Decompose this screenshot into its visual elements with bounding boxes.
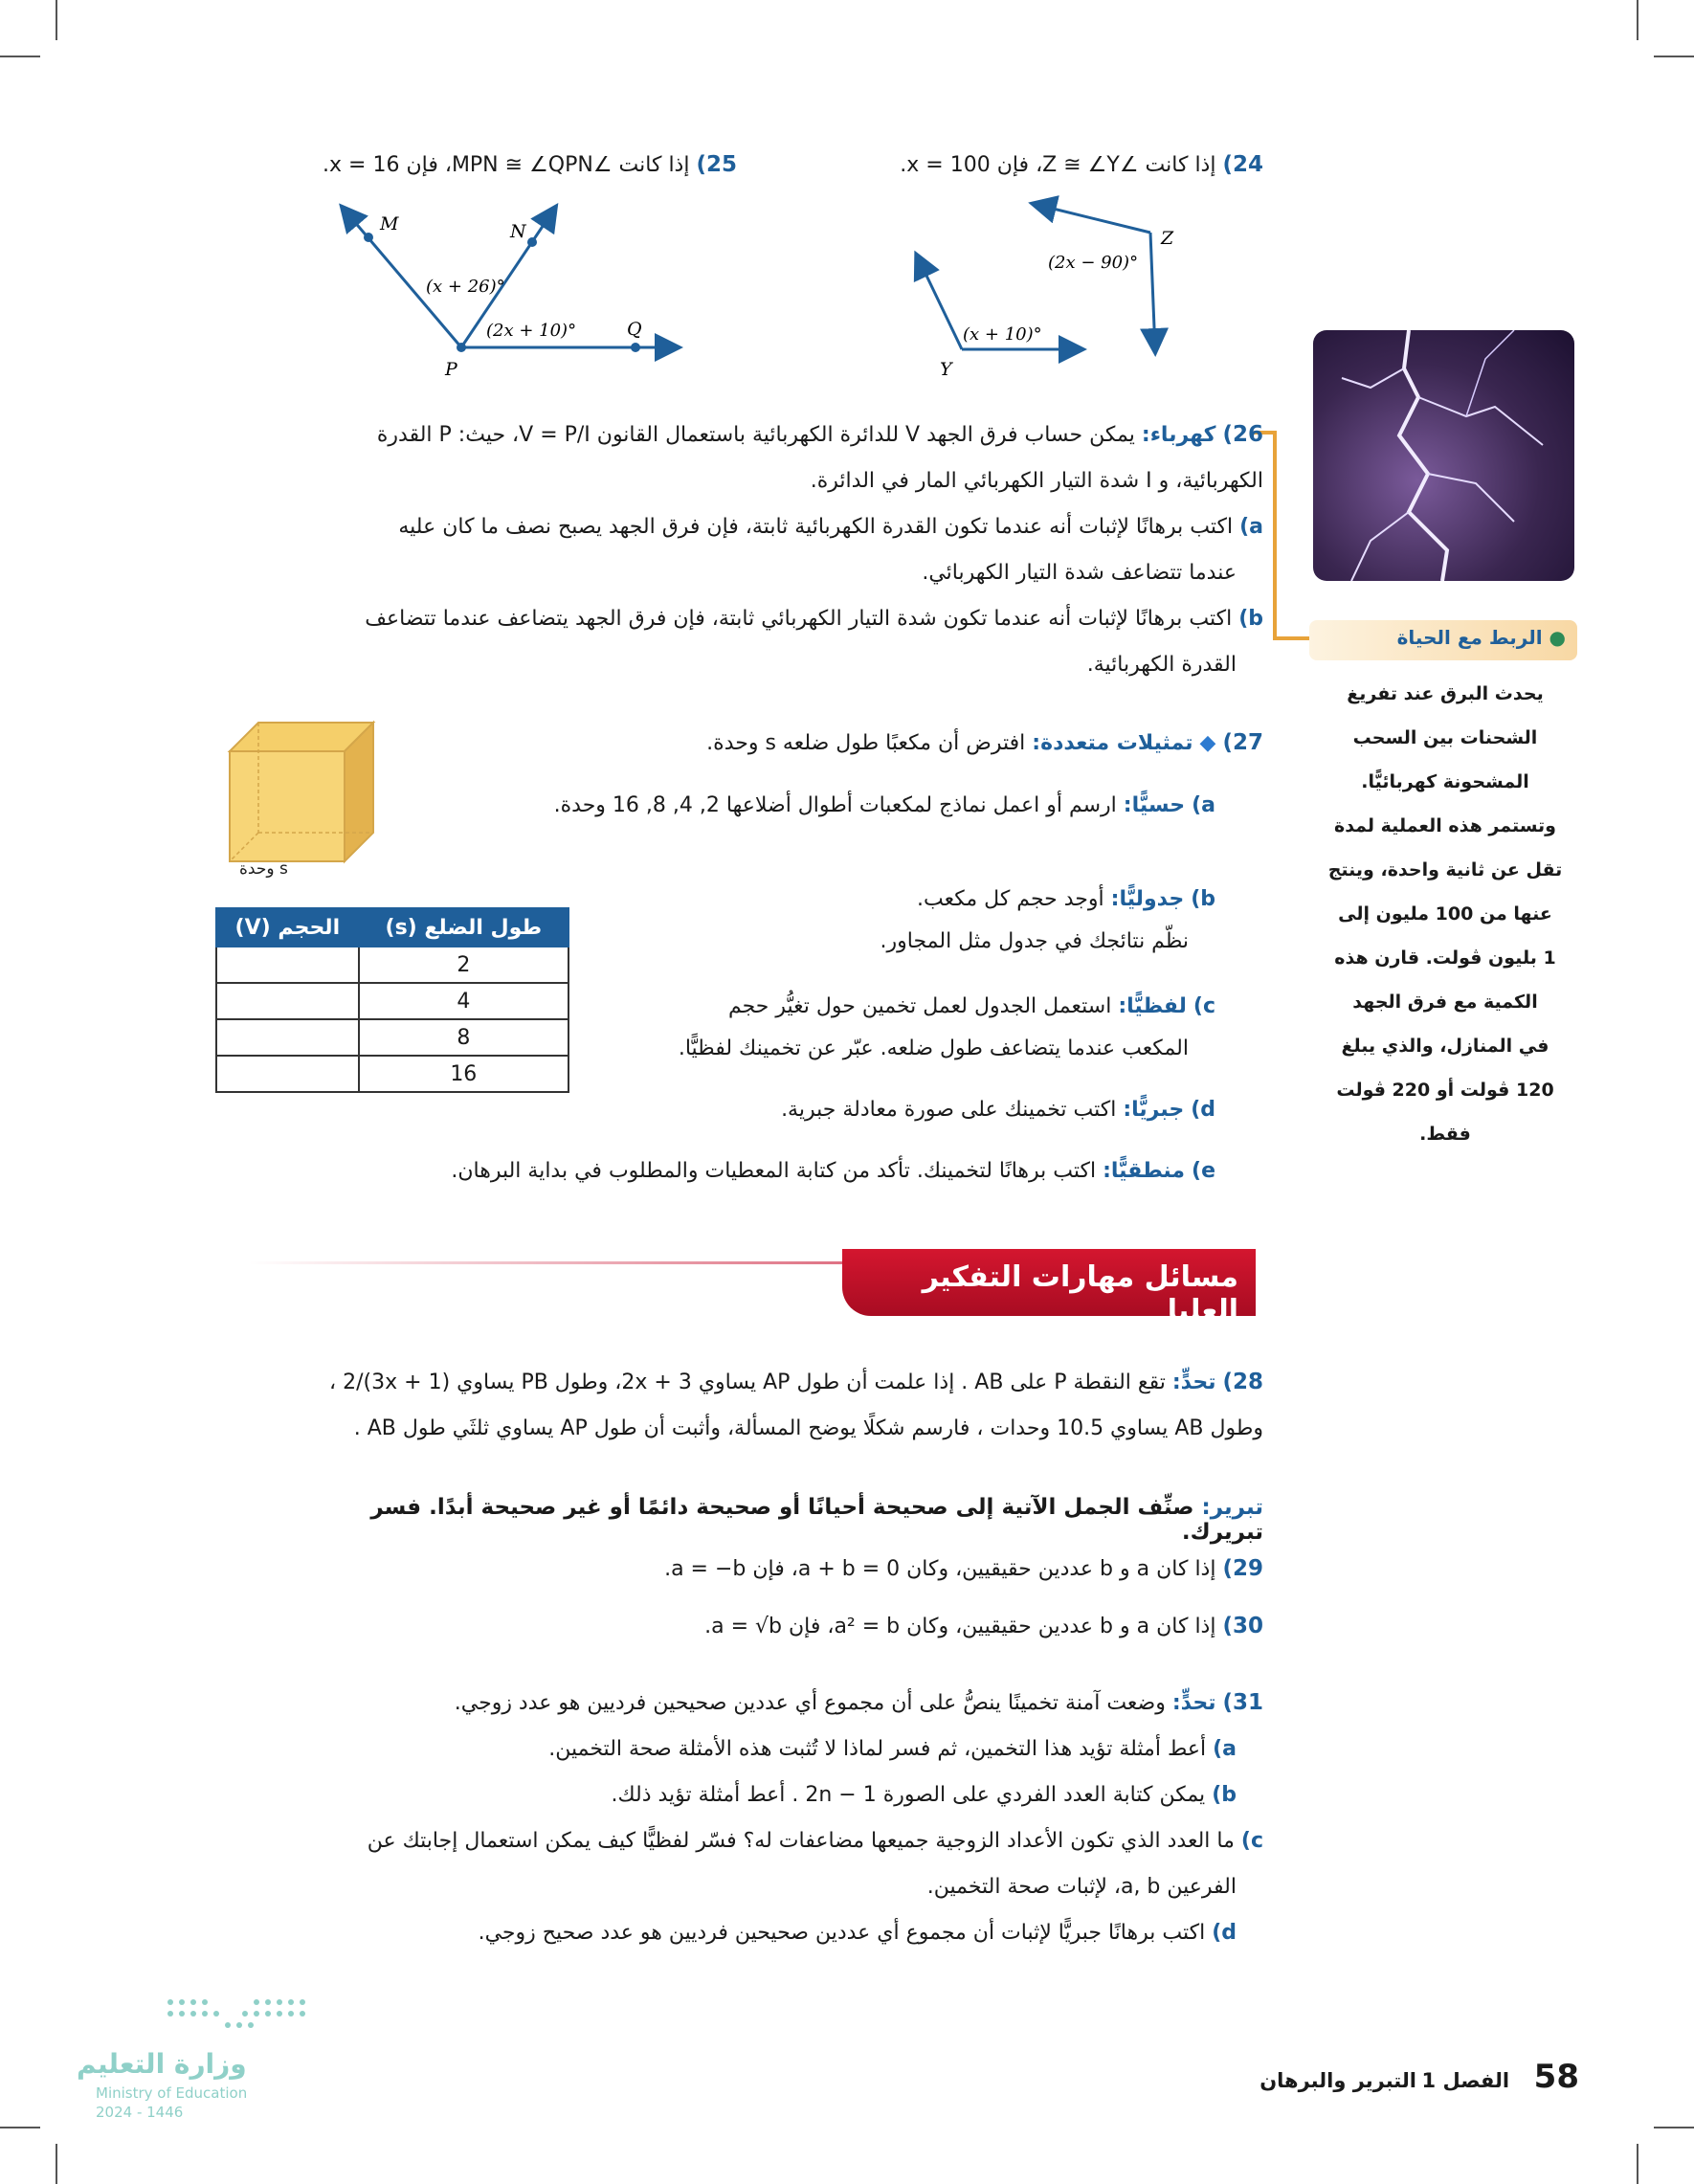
part-b-text: يمكن كتابة العدد الفردي على الصورة 2n − 1 . أعط أمثلة تؤيد ذلك.	[611, 1783, 1206, 1807]
problem-25	[239, 142, 737, 189]
problem-text: تقع النقطة P على AB . إذا علمت أن طول AP يساوي 2x + 3، وطول PB يساوي (3x + 1)/2 ،	[329, 1371, 1166, 1394]
problem-label: تحدٍّ:	[1171, 1691, 1216, 1715]
sidebar-line: يحدث البرق عند تفريغ	[1347, 683, 1544, 704]
part-letter: a)	[1239, 515, 1263, 539]
part-letter: a)	[1192, 793, 1215, 817]
side-value: 16	[359, 1056, 568, 1092]
sidebar-connector-bottom	[1273, 636, 1311, 640]
globe-icon: ●	[1549, 626, 1566, 649]
part-text: ارسم أو اعمل نماذج لمكعبات أطوال أضلاعها 2, 4, 8, 16 وحدة.	[553, 793, 1117, 817]
problem-31	[211, 1680, 1263, 1956]
label-q: Q	[627, 319, 642, 340]
label-p: P	[445, 359, 457, 378]
problem-text-2: وطول AB يساوي 10.5 وحدات ، فارسم شكلًا يوضح المسألة، وأثبت أن طول AP يساوي ثلثَي طول AB .	[353, 1416, 1263, 1440]
part-a-text: اكتب برهانًا لإثبات أنه عندما تكون القدرة الكهربائية ثابتة، فإن فرق الجهد يصبح نصف ما كان عليه	[398, 515, 1234, 539]
part-label: جدوليًّا:	[1110, 887, 1185, 911]
sidebar-title-text: الربط مع الحياة	[1396, 626, 1543, 649]
problem-27e	[287, 1148, 1215, 1194]
part-text-2: المكعب عندما يتضاعف طول ضلعه. عبّر عن تخمينك لفظيًّا.	[678, 1036, 1189, 1060]
problem-number: 27)	[1222, 730, 1263, 755]
part-text: اكتب تخمينك على صورة معادلة جبرية.	[781, 1098, 1117, 1122]
table-row	[216, 1019, 568, 1056]
sidebar-line: عنها من 100 مليون إلى	[1338, 903, 1552, 925]
problem-27d	[593, 1087, 1215, 1133]
problem-text: إذا كان a و b عددين حقيقيين، وكان a + b = 0، فإن a = −b.	[664, 1557, 1216, 1581]
part-letter: e)	[1192, 1159, 1215, 1183]
volume-cell	[216, 1019, 359, 1056]
sidebar-line: 1 بليون ڤولت. قارن هذه	[1334, 947, 1556, 969]
angle-y-label: (x + 10)°	[963, 324, 1042, 345]
problem-27c	[593, 986, 1215, 1070]
label-y: Y	[940, 359, 952, 378]
side-value: 8	[359, 1019, 568, 1056]
ministry-name-en: Ministry of Education	[96, 2084, 248, 2102]
problem-27	[402, 720, 1263, 767]
angle-z-label: (2x − 90)°	[1048, 253, 1139, 273]
cube-figure	[220, 713, 392, 876]
part-c-text-2: الفرعين a, b، لإثبات صحة التخمين.	[926, 1875, 1237, 1899]
part-b-text: اكتب برهانًا لإثبات أنه عندما تكون شدة التيار الكهربائي ثابتة، فإن فرق الجهد يتضاعف عندما تتضاعف	[365, 607, 1233, 631]
header-side-length: طول الضلع (s)	[359, 908, 568, 947]
problem-30	[479, 1603, 1263, 1650]
problem-number: 30)	[1222, 1614, 1263, 1638]
sidebar-body	[1302, 672, 1589, 1156]
part-label: جبريًّا:	[1123, 1098, 1185, 1122]
part-label: حسيًّا:	[1123, 793, 1186, 817]
figure-25	[316, 187, 699, 378]
part-letter: d)	[1212, 1921, 1237, 1945]
label-z: Z	[1161, 228, 1174, 249]
chapter-label: الفصل 1	[1421, 2069, 1510, 2092]
label-m: M	[380, 213, 399, 234]
part-text: استعمل الجدول لعمل تخمين حول تغيُّر حجم	[727, 994, 1112, 1018]
problem-text: افترض أن مكعبًا طول ضلعه s وحدة.	[706, 731, 1026, 755]
cube-label: s وحدة	[239, 859, 288, 879]
problem-number: 26)	[1222, 422, 1263, 447]
part-letter: c)	[1192, 994, 1215, 1018]
angle-npq-label: (2x + 10)°	[486, 321, 577, 341]
angle-mpn-label: (x + 26)°	[426, 277, 505, 297]
problem-24	[842, 142, 1263, 189]
chapter-title: التبرير والبرهان	[1259, 2069, 1416, 2092]
problem-number: 31)	[1222, 1690, 1263, 1715]
problem-text-2: الكهربائية، و I شدة التيار الكهربائي المار في الدائرة.	[810, 469, 1263, 493]
problem-text: إذا كانت ∠Z ≅ ∠Y، فإن x = 100.	[900, 153, 1216, 177]
problem-number: 28)	[1222, 1370, 1263, 1394]
ministry-logo-icon	[161, 1993, 314, 2040]
side-value: 4	[359, 983, 568, 1019]
page-number: 58	[1533, 2058, 1579, 2096]
problem-27b	[593, 879, 1215, 963]
problem-text: وضعت آمنة تخمينًا ينصُّ على أن مجموع أي عددين صحيحين فرديين هو عدد زوجي.	[454, 1691, 1166, 1715]
sidebar-line: الشحنات بين السحب	[1352, 727, 1538, 748]
part-letter: a)	[1213, 1737, 1237, 1761]
header-volume: الحجم (V)	[216, 908, 359, 947]
volume-cell	[216, 983, 359, 1019]
part-letter: b)	[1191, 887, 1215, 911]
sidebar-line: 120 ڤولت أو 220 ڤولت	[1336, 1080, 1554, 1101]
problem-label: كهرباء:	[1141, 423, 1216, 447]
part-text: اكتب برهانًا لتخمينك. تأكد من كتابة المعطيات والمطلوب في بداية البرهان.	[451, 1159, 1097, 1183]
part-a-text: أعط أمثلة تؤيد هذا التخمين، ثم فسر لماذا لا تُثبت هذه الأمثلة صحة التخمين.	[548, 1737, 1207, 1761]
lightning-bolt-icon	[1313, 330, 1574, 581]
lightning-photo	[1313, 330, 1574, 581]
problem-28	[211, 1359, 1263, 1452]
table-row	[216, 1056, 568, 1092]
sidebar-line: وتستمر هذه العملية لمدة	[1333, 815, 1556, 836]
part-letter: b)	[1238, 607, 1263, 631]
sidebar-line: في المنازل، والذي يبلغ	[1341, 1036, 1549, 1057]
part-label: منطقيًّا:	[1103, 1159, 1186, 1183]
sidebar-line: تقل عن ثانية واحدة، وينتج	[1327, 859, 1563, 880]
part-letter: b)	[1212, 1783, 1237, 1807]
problem-number: 25)	[696, 152, 737, 177]
label-n: N	[510, 221, 526, 242]
table-header-row	[216, 908, 568, 947]
table-row	[216, 983, 568, 1019]
sidebar-line: المشحونة كهربائيًّا.	[1361, 771, 1529, 792]
section-banner	[842, 1249, 1256, 1327]
problem-text: إذا كان a و b عددين حقيقيين، وكان a² = b، فإن a = √b.	[704, 1615, 1216, 1638]
sidebar-title	[1397, 626, 1566, 649]
multiple-representations-icon: ◆	[1199, 731, 1216, 755]
problem-29	[479, 1546, 1263, 1593]
problem-text: إذا كانت ∠MPN ≅ ∠QPN، فإن x = 16.	[323, 153, 690, 177]
part-letter: c)	[1240, 1829, 1263, 1853]
problem-27a	[402, 783, 1215, 829]
part-c-text: ما العدد الذي تكون الأعداد الزوجية جميعها مضاعفات له؟ فسّر لفظيًّا كيف يمكن استعمال إجابتك عن	[367, 1829, 1235, 1853]
sidebar-connector	[1273, 431, 1277, 639]
part-text: أوجد حجم كل مكعب.	[917, 887, 1104, 911]
volume-cell	[216, 1056, 359, 1092]
part-b-text-2: القدرة الكهربائية.	[1086, 653, 1237, 677]
ministry-year: 2024 - 1446	[96, 2104, 184, 2121]
side-value: 2	[359, 947, 568, 983]
problem-label: تحدٍّ:	[1171, 1371, 1216, 1394]
volume-cell	[216, 947, 359, 983]
problem-label: تمثيلات متعددة:	[1032, 731, 1193, 755]
part-label: لفظيًّا:	[1118, 994, 1187, 1018]
reasoning-label: تبرير:	[1201, 1495, 1263, 1520]
part-text-2: نظّم نتائجك في جدول مثل المجاور.	[880, 929, 1189, 953]
ministry-name-ar: وزارة التعليم	[77, 2048, 247, 2080]
problem-text: يمكن حساب فرق الجهد V للدائرة الكهربائية باستعمال القانون V = P/I، حيث: P القدرة	[376, 423, 1135, 447]
part-a-text-2: عندما تتضاعف شدة التيار الكهربائي.	[922, 561, 1237, 585]
reasoning-text: صنِّف الجمل الآتية إلى صحيحة أحيانًا أو صحيحة دائمًا أو غير صحيحة أبدًا. فسر تبريرك.	[370, 1495, 1263, 1545]
part-d-text: اكتب برهانًا جبريًّا لإثبات أن مجموع أي عددين صحيحين فرديين هو عدد صحيح زوجي.	[478, 1921, 1206, 1945]
volume-table	[215, 907, 569, 1093]
figure-24	[890, 187, 1187, 378]
section-banner-title: مسائل مهارات التفكير العليا	[922, 1260, 1238, 1327]
problem-number: 24)	[1222, 152, 1263, 177]
footer	[1196, 2058, 1579, 2096]
sidebar-header	[1309, 620, 1577, 660]
sidebar-line: فقط.	[1419, 1124, 1471, 1145]
reasoning-heading	[287, 1495, 1263, 1545]
table-row	[216, 947, 568, 983]
problem-26	[191, 412, 1263, 688]
part-letter: d)	[1191, 1098, 1215, 1122]
sidebar-line: الكمية مع فرق الجهد	[1352, 992, 1538, 1013]
problem-number: 29)	[1222, 1556, 1263, 1581]
